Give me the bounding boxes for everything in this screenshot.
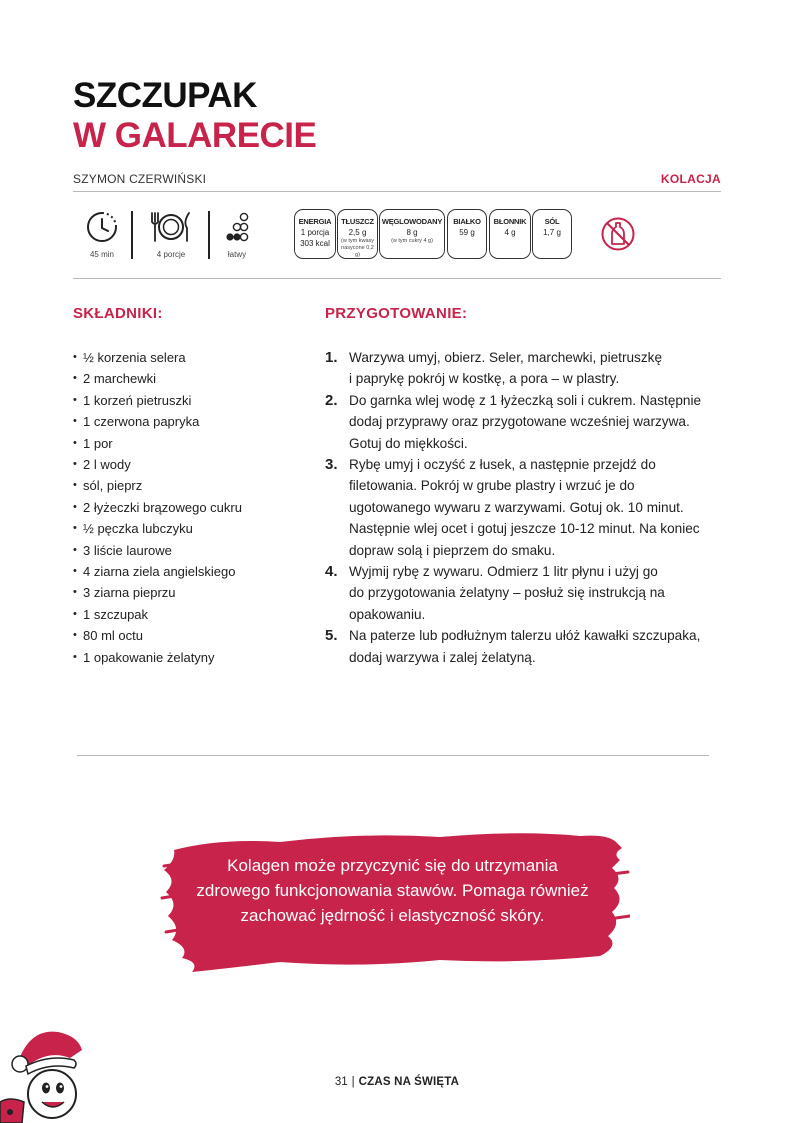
recipe-title <box>73 76 316 156</box>
difficulty-dots-icon <box>220 210 254 244</box>
tip-line: Kolagen może przyczynić się do utrzymania <box>227 856 558 875</box>
list-item: • 1 por <box>73 433 242 454</box>
list-item: • ½ korzenia selera <box>73 347 242 368</box>
step-line: dodaj warzywa i zalej żelatyną. <box>349 649 536 665</box>
nutrition-fat-sub2: nasycone 0,2 g) <box>341 245 374 258</box>
meta-separator <box>131 211 133 259</box>
preparation-steps <box>325 347 725 668</box>
nutrition-carbs <box>379 209 445 259</box>
list-item: • 1 opakowanie żelatyny <box>73 647 242 668</box>
nutrition-energy <box>294 209 336 259</box>
list-item: • 3 liście laurowe <box>73 540 242 561</box>
step-line: opakowaniu. <box>349 606 426 622</box>
title-line-2: W GALARECIE <box>73 116 317 155</box>
cutlery-plate-icon <box>147 210 195 244</box>
tip-quote <box>180 853 605 928</box>
step-line: dodaj przyprawy oraz przygotowane wcześniej warzywa. <box>349 414 690 430</box>
list-item: • 1 korzeń pietruszki <box>73 390 242 411</box>
step-number: 5. <box>325 627 338 645</box>
step-line: Następnie wlej ocet i gotuj jeszcze 10-12 minut. Na koniec <box>349 521 700 537</box>
title-line-1: SZCZUPAK <box>73 76 257 115</box>
step-line: dopraw solą i pieprzem do smaku. <box>349 542 556 558</box>
step-item <box>325 561 725 625</box>
step-line: i paprykę pokrój w kostkę, a pora – w plastry. <box>349 371 620 387</box>
nutrition-fat <box>337 209 378 259</box>
list-item: • 2 l wody <box>73 454 242 475</box>
list-item: • ½ pęczka lubczyku <box>73 518 242 539</box>
step-line: filetowania. Pokrój w grube plastry i wrzuć je do <box>349 478 635 494</box>
step-line: Warzywa umyj, obierz. Seler, marchewki, pietruszkę <box>349 350 663 365</box>
nutrition-fat-label: TŁUSZCZ <box>341 217 374 226</box>
magazine-name: CZAS NA ŚWIĘTA <box>358 1076 460 1088</box>
nutrition-carbs-value: 8 g <box>406 228 418 237</box>
nutrition-fat-sub1: (w tym kwasy <box>341 238 374 244</box>
step-item <box>325 454 725 561</box>
footer-separator: | <box>351 1076 355 1088</box>
nutrition-fiber-value: 4 g <box>504 228 516 237</box>
nutrition-protein-label: BIAŁKO <box>453 217 481 226</box>
nutrition-protein <box>447 209 487 259</box>
list-item: • 1 czerwona papryka <box>73 411 242 432</box>
divider-top <box>73 191 721 192</box>
step-line: Do garnka wlej wodę z 1 łyżeczką soli i cukrem. Następnie <box>349 392 702 408</box>
list-item: • 1 szczupak <box>73 604 242 625</box>
step-item <box>325 625 725 668</box>
nutrition-carbs-label: WĘGLOWODANY <box>381 217 443 226</box>
step-item <box>325 347 725 390</box>
tip-line: zachować jędrność i elastyczność skóry. <box>240 906 545 925</box>
list-item: • 80 ml octu <box>73 625 242 646</box>
nutrition-energy-label: ENERGIA <box>298 217 332 226</box>
meta-difficulty <box>207 210 267 259</box>
nutrition-carbs-sub: (w tym cukry 4 g) <box>391 238 433 244</box>
meta-portions-label: 4 porcje <box>156 250 186 259</box>
step-number: 1. <box>325 349 338 366</box>
nutrition-salt-label: SÓL <box>544 217 560 226</box>
nutrition-salt-value: 1,7 g <box>543 228 561 237</box>
nutrition-fat-value: 2,5 g <box>348 228 367 237</box>
step-number: 3. <box>325 456 338 474</box>
no-alcohol-icon <box>600 216 636 252</box>
step-number: 2. <box>325 391 338 409</box>
divider-bottom <box>77 755 709 756</box>
list-item: • 4 ziarna ziela angielskiego <box>73 561 242 582</box>
step-line: do przygotowania żelatyny – posłuż się instrukcją na <box>349 585 665 601</box>
recipe-category: KOLACJA <box>660 172 721 186</box>
step-line: Gotuj do miękkości. <box>349 435 468 451</box>
nutrition-energy-value: 303 kcal <box>300 239 330 248</box>
list-item: • 2 łyżeczki brązowego cukru <box>73 497 242 518</box>
nutrition-protein-value: 59 g <box>459 228 475 237</box>
preparation-heading: PRZYGOTOWANIE: <box>325 305 468 322</box>
santa-mascot-icon <box>0 1010 90 1123</box>
meta-difficulty-label: łatwy <box>227 250 247 259</box>
page-footer <box>0 1076 794 1088</box>
step-line: Wyjmij rybę z wywaru. Odmierz 1 litr płynu i użyj go <box>349 564 658 580</box>
recipe-author: SZYMON CZERWIŃSKI <box>73 172 207 186</box>
tip-line: zdrowego funkcjonowania stawów. Pomaga również <box>196 881 589 900</box>
nutrition-fiber <box>489 209 531 259</box>
clock-icon <box>85 210 119 244</box>
step-line: Na paterze lub podłużnym talerzu ułóż kawałki szczupaka, <box>349 628 701 644</box>
step-line: Rybę umyj i oczyść z łusek, a następnie przejdź do <box>349 457 656 473</box>
step-item <box>325 390 725 454</box>
divider-middle <box>73 278 721 279</box>
ingredients-list <box>73 347 242 668</box>
list-item: • 2 marchewki <box>73 368 242 389</box>
list-item: • sól, pieprz <box>73 475 242 496</box>
nutrition-fiber-label: BŁONNIK <box>493 217 527 226</box>
meta-time-label: 45 min <box>89 250 114 259</box>
nutrition-salt <box>532 209 572 259</box>
step-number: 4. <box>325 563 338 581</box>
nutrition-energy-portion: 1 porcja <box>300 228 330 237</box>
meta-portions <box>141 210 201 259</box>
meta-time <box>72 210 132 259</box>
page-number: 31 <box>334 1076 348 1088</box>
ingredients-heading: SKŁADNIKI: <box>73 305 163 322</box>
step-line: ugotowanego wywaru z warzywami. Gotuj ok. 10 minut. <box>349 499 684 515</box>
list-item: • 3 ziarna pieprzu <box>73 582 242 603</box>
